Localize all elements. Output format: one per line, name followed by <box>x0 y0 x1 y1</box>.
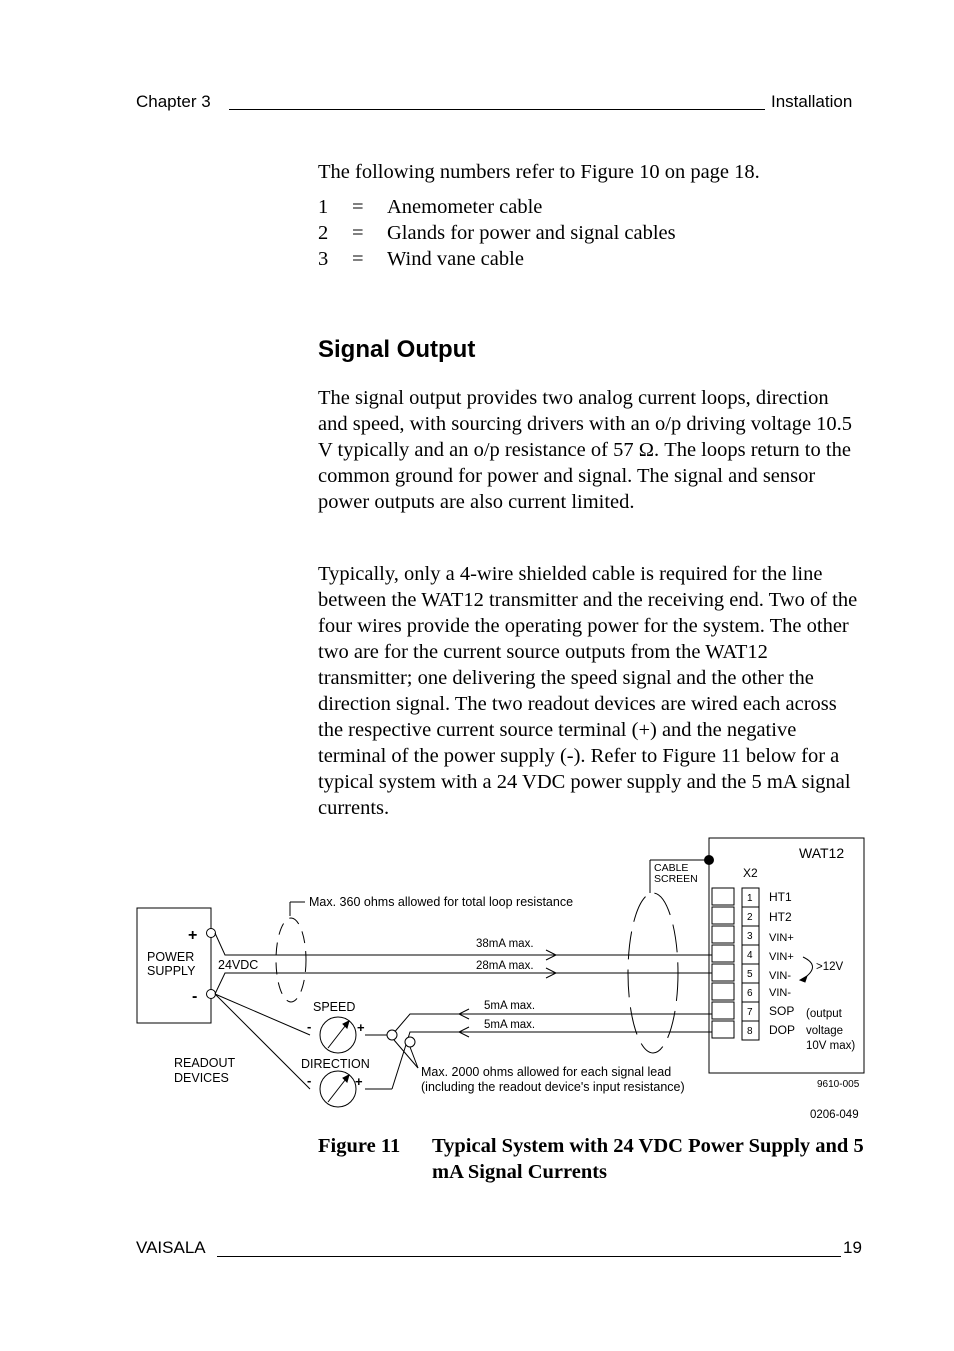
power-plus-terminal <box>207 929 216 938</box>
paragraph-signal-output: The signal output provides two analog current loops, direction and speed, with sourcing drivers with an o/p driving voltage 10.5 V typically and an o/p resistance of 57 Ω. The loops return to the common ground for power and signal. The signal and sensor power outputs are also current limited. <box>318 387 853 513</box>
power-minus-sign: - <box>192 988 198 1005</box>
voltage-label: 24VDC <box>218 958 259 972</box>
footer-brand: VAISALA <box>136 1238 206 1257</box>
terminal-label: VIN+ <box>769 951 794 963</box>
lead-note-detail: (including the readout device's input resistance) <box>421 1080 685 1094</box>
speed-plus: + <box>357 1020 365 1035</box>
terminal-label: VIN- <box>769 970 791 982</box>
vin-voltage-note: >12V <box>816 961 844 973</box>
terminal-number: 4 <box>747 950 753 961</box>
supply-negative-wire <box>215 973 712 994</box>
paragraph-wiring: Typically, only a 4-wire shielded cable is required for the line between the WAT12 transmitter and the receiving end. Two of the four wires provide the operating power for the system. The other two are for the current source outputs from the WAT12 transmitter; one delivering the speed signal and the other the direction signal. The two readout devices are wired each across the respective current source terminal (+) and the negative terminal of the power supply (-). Refer to Figure 11 below for a typical system with a 24 VDC power supply and the 5 mA signal currents. <box>318 563 858 819</box>
output-note: 10V max) <box>806 1040 856 1052</box>
terminal-label: VIN- <box>769 987 791 999</box>
speed-label: SPEED <box>313 1000 356 1014</box>
terminal-number: 5 <box>747 969 753 980</box>
direction-return-wire <box>215 994 310 1089</box>
section-title: Signal Output <box>318 336 476 363</box>
terminal-number: 3 <box>747 931 753 942</box>
figure-caption-text: Typical System with 24 VDC Power Supply and 5 mA Signal Currents <box>432 1135 864 1183</box>
direction-plus: + <box>355 1074 363 1089</box>
supply-label: SUPPLY <box>147 964 196 978</box>
supply-positive-wire <box>215 933 712 955</box>
device-name: WAT12 <box>799 845 845 861</box>
lead-note: Max. 2000 ohms allowed for each signal lead <box>421 1065 672 1079</box>
direction-label: DIRECTION <box>301 1057 370 1071</box>
terminal-number: 6 <box>747 988 753 999</box>
terminal-number: 2 <box>747 912 753 923</box>
footer-rule <box>217 1256 841 1257</box>
power-label: POWER <box>147 950 195 964</box>
ht-current-label: 38mA max. <box>476 938 534 950</box>
drawing-code-inner: 9610-005 <box>817 1079 860 1090</box>
page-number: 19 <box>843 1238 862 1257</box>
loop-resistance-note: Max. 360 ohms allowed for total loop resistance <box>309 895 574 909</box>
power-plus-sign: + <box>188 927 198 944</box>
sop-current-label: 5mA max. <box>484 1000 536 1012</box>
connector-label: X2 <box>743 866 758 880</box>
output-note: (output <box>806 1008 842 1020</box>
terminal-label: SOP <box>769 1004 795 1018</box>
terminal-label: HT2 <box>769 910 792 924</box>
readout-label: READOUT <box>174 1056 236 1070</box>
terminal-label: HT1 <box>769 890 792 904</box>
speed-minus: - <box>307 1019 312 1034</box>
power-minus-terminal <box>207 990 216 999</box>
drawing-code-outer: 0206-049 <box>810 1109 859 1121</box>
dop-current-label: 5mA max. <box>484 1019 536 1031</box>
screen-label: SCREEN <box>654 873 698 885</box>
intro-text: The following numbers refer to Figure 10 on page 18. <box>318 161 760 183</box>
terminal-number: 8 <box>747 1026 753 1037</box>
terminal-number: 7 <box>747 1007 753 1018</box>
terminal-label: VIN+ <box>769 932 794 944</box>
header-section: Installation <box>771 92 853 111</box>
terminal-label: DOP <box>769 1023 796 1037</box>
cable-screen-point <box>705 856 714 865</box>
direction-minus: - <box>307 1073 312 1088</box>
output-note: voltage <box>806 1025 844 1037</box>
vin-current-label: 28mA max. <box>476 960 534 972</box>
figure-caption-label: Figure 11 <box>318 1135 401 1157</box>
devices-label: DEVICES <box>174 1071 229 1085</box>
terminal-number: 1 <box>747 893 753 904</box>
cable-label: CABLE <box>654 862 689 874</box>
header-chapter: Chapter 3 <box>136 92 211 111</box>
